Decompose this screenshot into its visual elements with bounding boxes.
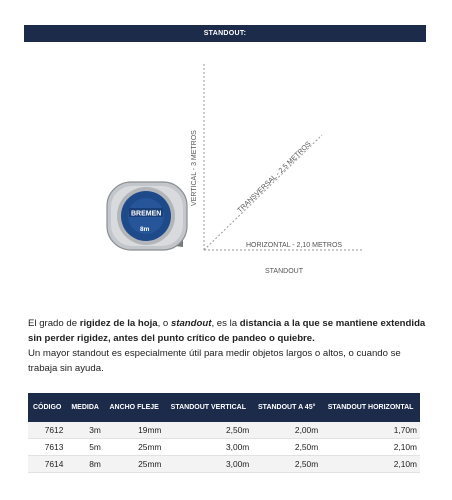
cell-standout-45: 2,50m — [252, 439, 321, 456]
table-row — [28, 439, 420, 456]
brand-logo: BREMEN — [131, 210, 162, 218]
description-paragraph-2: Un mayor standout es especialmente útil para medir objetos largos o altos, o cuando se trabaja sin ayuda. — [28, 348, 401, 374]
transversal-label: TRANSVERSAL - 2,5 METROS — [236, 140, 313, 215]
cell-standout-vertical: 3,00m — [164, 439, 252, 456]
specs-table — [28, 393, 420, 473]
tape-size-label: 8m — [140, 226, 150, 233]
header-standout-45: STANDOUT A 45° — [252, 393, 321, 422]
header-codigo: CÓDIGO — [28, 393, 66, 422]
cell-medida: 8m — [66, 456, 104, 473]
description — [28, 316, 428, 376]
cell-ancho-fleje: 25mm — [104, 456, 165, 473]
table-row — [28, 422, 420, 439]
header-standout-horizontal: STANDOUT HORIZONTAL — [321, 393, 420, 422]
header-standout-vertical: STANDOUT VERTICAL — [164, 393, 252, 422]
standout-diagram — [0, 50, 452, 290]
horizontal-label: HORIZONTAL - 2,10 METROS — [246, 242, 343, 249]
table-header-row — [28, 393, 420, 422]
cell-medida: 3m — [66, 422, 104, 439]
header-ancho-fleje: ANCHO FLEJE — [104, 393, 165, 422]
header-title: STANDOUT: — [203, 30, 247, 37]
table-row — [28, 456, 420, 473]
cell-standout-horizontal: 2,10m — [321, 456, 420, 473]
cell-standout-horizontal: 1,70m — [321, 422, 420, 439]
vertical-label: VERTICAL - 3 METROS — [191, 130, 198, 206]
header-medida: MEDIDA — [66, 393, 104, 422]
cell-ancho-fleje: 19mm — [104, 422, 165, 439]
cell-medida: 5m — [66, 439, 104, 456]
cell-codigo: 7613 — [28, 439, 66, 456]
cell-standout-45: 2,00m — [252, 422, 321, 439]
description-paragraph-1: El grado de rigidez de la hoja, o standout, es la distancia a la que se mantiene extendida sin perder rigidez, antes del punto crítico de pandeo o quiebre. — [28, 318, 426, 344]
cell-ancho-fleje: 25mm — [104, 439, 165, 456]
cell-standout-horizontal: 2,10m — [321, 439, 420, 456]
tape-measure-image — [107, 182, 187, 250]
cell-codigo: 7614 — [28, 456, 66, 473]
cell-standout-vertical: 3,00m — [164, 456, 252, 473]
cell-standout-45: 2,50m — [252, 456, 321, 473]
cell-standout-vertical: 2,50m — [164, 422, 252, 439]
cell-codigo: 7612 — [28, 422, 66, 439]
standout-label: STANDOUT — [265, 268, 303, 275]
header-bar — [24, 25, 426, 42]
